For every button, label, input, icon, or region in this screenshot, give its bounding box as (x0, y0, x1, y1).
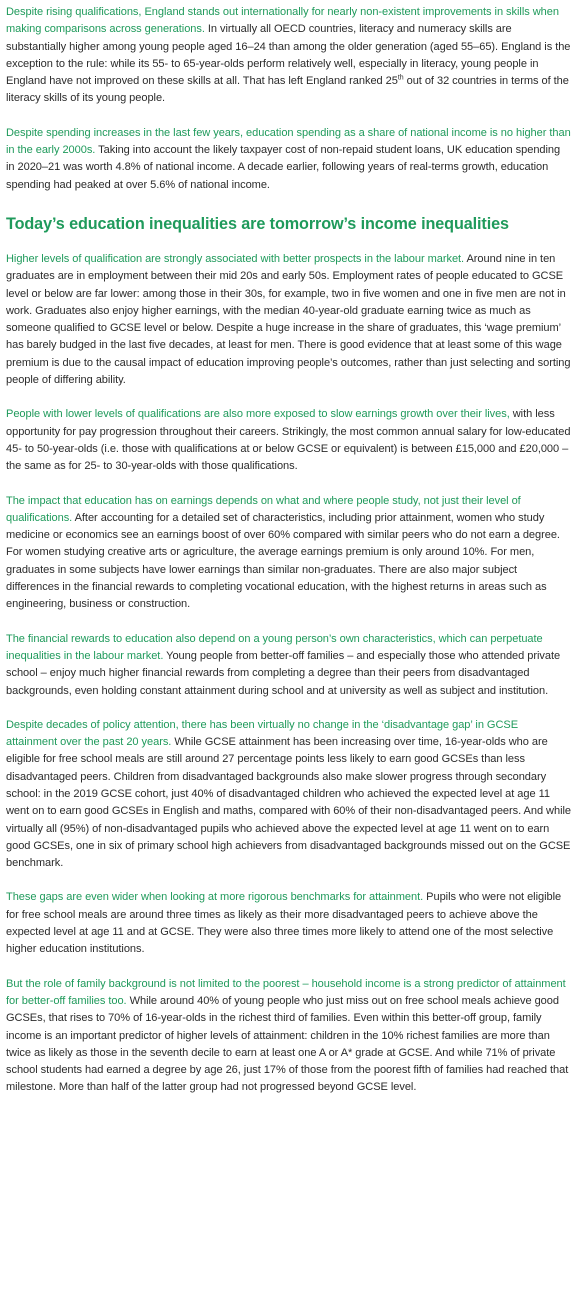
paragraph-body: Taking into account the likely taxpayer cost of non-repaid student loans, UK education spending in 2020–21 was worth 4.8% of national income. A decade earlier, following years of real-terms growth, education spending had peaked at over 5.6% of national income. (6, 144, 561, 191)
paragraph-disadvantage-gap (6, 717, 571, 873)
ordinal-suffix: th (397, 74, 404, 82)
paragraph-subject-impact (6, 493, 571, 614)
paragraph-body: Pupils who were not eligible for free school meals are around three times as likely as their more disadvantaged peers to achieve above the expected level at age 11 and at GCSE. They were also three times more likely to attend one of the most selective higher education institutions. (6, 891, 562, 956)
section-heading: Today’s education inequalities are tomorrow’s income inequalities (6, 214, 509, 233)
paragraph-lead: Despite rising qualifications, England stands out internationally for nearly non-existent improvements in skills when making comparisons across generations. (6, 6, 559, 36)
paragraph-lead: The financial rewards to education also depend on a young person’s own characteristics, which can perpetuate inequalities in the labour market. (6, 632, 543, 662)
paragraph-characteristics (6, 631, 571, 700)
paragraph-lead: The impact that education has on earnings depends on what and where people study, not just their level of qualifications. (6, 494, 521, 524)
paragraph-body-end: out of 32 countries in terms of the literacy skills of its young people. (6, 75, 569, 105)
paragraph-family-background (6, 976, 571, 1097)
paragraph-lead: But the role of family background is not limited to the poorest – household income is a strong predictor of attainment for better-off families too. (6, 977, 566, 1007)
paragraph-qualifications (6, 251, 571, 389)
paragraph-lead: Despite decades of policy attention, there has been virtually no change in the ‘disadvantage gap’ in GCSE attainment over the past 20 years. (6, 718, 519, 749)
paragraph-lead: Despite spending increases in the last few years, education spending as a share of national income is no higher than in the early 2000s. (6, 126, 571, 157)
paragraph-spending (6, 125, 571, 194)
paragraph-body: While around 40% of young people who just miss out on free school meals achieve good GCSEs, that rises to 70% of 16-year-olds in the richest third of families. Even within this better-off group, family income is an important predictor of higher levels of attainment: children in the 10% richest families are more than twice as likely as those in the seventh decile to earn at least one A or A* grade at GCSE. And while 71% of private school students had earned a degree by age 26, just 17% of those from the poorest fifth of families had reached that milestone. More than half of the latter group had not progressed beyond GCSE level. (6, 994, 569, 1094)
paragraph-body: After accounting for a detailed set of characteristics, including prior attainment, women who study medicine or economics see an earnings boost of over 60% compared with similar peers who do not earn a degree. For women studying creative arts or agriculture, the average earnings premium is only around 10%. For men, graduates in some subjects have lower earnings than similar non-graduates. There are also major subject differences in the financial rewards to completing vocational education, with the highest returns in areas such as engineering, business or construction. (6, 511, 560, 611)
paragraph-body: In virtually all OECD countries, literacy and numeracy skills are substantially higher among young people aged 16–24 than among the older generation (aged 55–65). England is the exception to the rule: while its 55- to 65-year-olds perform relatively well, especially in literacy, young people in England have not improved on these skills at all. That has left England ranked 25 (6, 23, 571, 88)
paragraph-rigorous-benchmarks (6, 889, 571, 958)
paragraph-lead: These gaps are even wider when looking at more rigorous benchmarks for attainment. (6, 891, 424, 904)
paragraph-lead: People with lower levels of qualifications are also more exposed to slow earnings growth over their lives, (6, 408, 510, 421)
paragraph-skills (6, 4, 571, 108)
paragraph-earnings-growth (6, 406, 571, 475)
paragraph-lead: Higher levels of qualification are strongly associated with better prospects in the labour market. (6, 252, 465, 265)
paragraph-body: Young people from better-off families – and especially those who attended private school – enjoy much higher financial rewards from completing a degree than their peers from disadvantaged backgrounds, even holding constant attainment during school and at university as well as subject and institution. (6, 649, 561, 697)
paragraph-body: with less opportunity for pay progression throughout their careers. Strikingly, the most common annual salary for low-educated 45- to 50-year-olds (i.e. those with qualifications at or below GCSE or equivalent) is between £15,000 and £20,000 – the same as for 25- to 30-year-olds with those qualifications. (6, 408, 571, 473)
paragraph-body: Around nine in ten graduates are in employment between their mid 20s and early 50s. Employment rates of people educated to GCSE level or below are far lower: among those in their 30s, for example, two in five women and one in five men are not in work. Graduates also enjoy higher earnings, with the median 40-year-old graduate earning twice as much as someone qualified to GCSE level or below. Despite a huge increase in the share of graduates, this ‘wage premium’ has barely budged in the last five decades, at least for men. There is good evidence that at least some of this wage premium is due to the causal impact of education improving people’s outcomes, rather than just selecting and sorting people of differing ability. (6, 252, 571, 387)
paragraph-body: While GCSE attainment has been increasing over time, 16-year-olds who are eligible for free school meals are still around 27 percentage points less likely to earn good GCSEs than less disadvantaged peers. Children from disadvantaged backgrounds also make slower progress through secondary school: in the 2019 GCSE cohort, just 40% of disadvantaged children who achieved the expected level at age 11 went on to earn good GCSEs in English and maths, compared with 60% of their non-disadvantaged peers. And while virtually all (95%) of non-disadvantaged pupils who achieved above the expected level at age 11 went on to earn good GCSEs, one in six of primary school high achievers from disadvantaged backgrounds missed out on the GCSE benchmark. (6, 736, 571, 870)
